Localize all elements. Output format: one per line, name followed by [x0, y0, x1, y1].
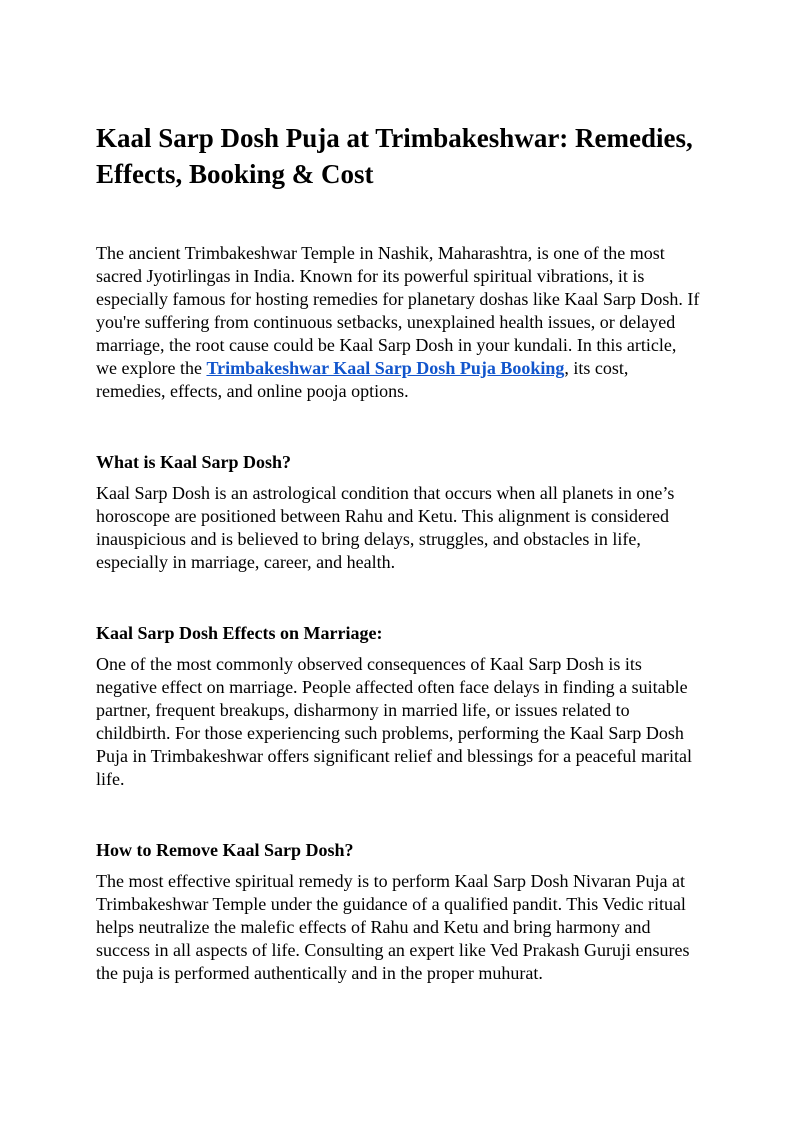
section-what-is — [96, 451, 700, 574]
section-heading: How to Remove Kaal Sarp Dosh? — [96, 840, 354, 860]
section-body: Kaal Sarp Dosh is an astrological condition that occurs when all planets in one’s horoscope are positioned between Rahu and Ketu. This alignment is considered inauspicious and is believed to bring delays, struggles, and obstacles in life, especially in marriage, career, and health. — [96, 483, 675, 572]
intro-text-after-link: , its cost, remedies, effects, and online pooja options. — [96, 358, 629, 401]
puja-booking-link[interactable]: Trimbakeshwar Kaal Sarp Dosh Puja Booking — [206, 358, 565, 378]
section-heading: Kaal Sarp Dosh Effects on Marriage: — [96, 623, 383, 643]
intro-paragraph — [96, 242, 700, 403]
page-title: Kaal Sarp Dosh Puja at Trimbakeshwar: Remedies, Effects, Booking & Cost — [96, 123, 693, 189]
section-heading: What is Kaal Sarp Dosh? — [96, 452, 292, 472]
section-body: The most effective spiritual remedy is to perform Kaal Sarp Dosh Nivaran Puja at Trimbakeshwar Temple under the guidance of a qualified pandit. This Vedic ritual helps neutralize the malefic effects of Rahu and Ketu and bring harmony and success in all aspects of life. Consulting an expert like Ved Prakash Guruji ensures the puja is performed authentically and in the proper muhurat. — [96, 871, 690, 983]
document-page — [96, 120, 700, 985]
intro-text-before-link: The ancient Trimbakeshwar Temple in Nashik, Maharashtra, is one of the most sacred Jyotirlingas in India. Known for its powerful spiritual vibrations, it is especially famous for hosting remedies for planetary doshas like Kaal Sarp Dosh. If you're suffering from continuous setbacks, unexplained health issues, or delayed marriage, the root cause could be Kaal Sarp Dosh in your kundali. In this article, we explore the — [96, 243, 700, 378]
section-body: One of the most commonly observed consequences of Kaal Sarp Dosh is its negative effect on marriage. People affected often face delays in finding a suitable partner, frequent breakups, disharmony in married life, or issues related to childbirth. For those experiencing such problems, performing the Kaal Sarp Dosh Puja in Trimbakeshwar offers significant relief and blessings for a peaceful marital life. — [96, 654, 693, 789]
section-how-to-remove — [96, 839, 700, 985]
section-effects-marriage — [96, 622, 700, 791]
